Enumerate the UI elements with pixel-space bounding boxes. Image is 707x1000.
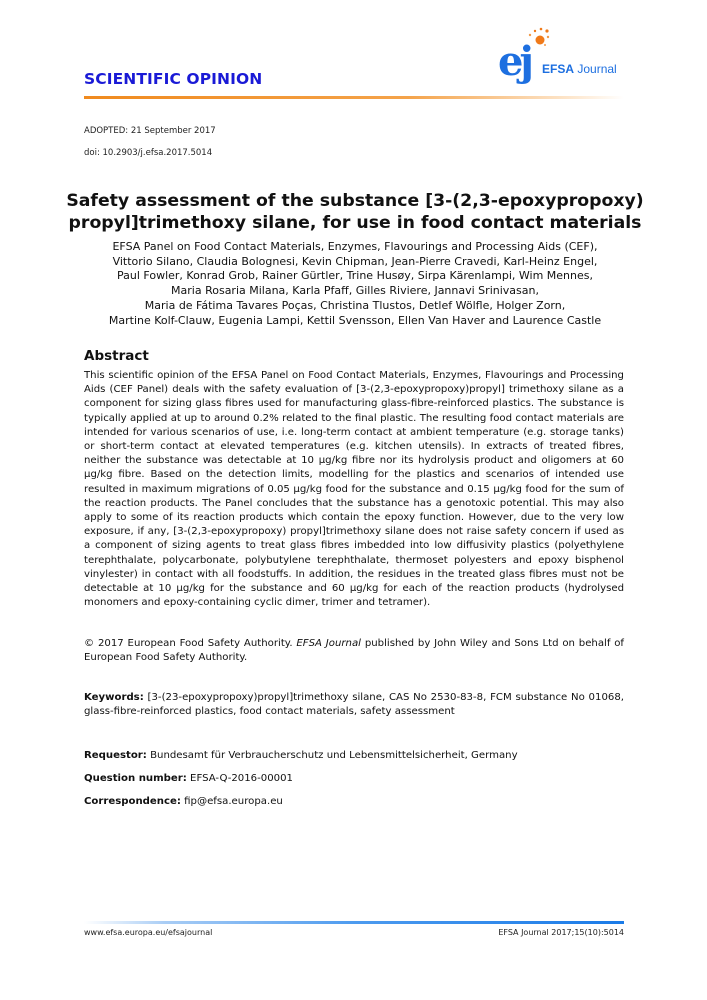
author-line: Maria de Fátima Tavares Poças, Christina Tlustos, Detlef Wölfle, Holger Zorn,: [144, 298, 566, 312]
abstract-body: This scientific opinion of the EFSA Panel on Food Contact Materials, Enzymes, Flavourings and Processing Aids (CEF Panel) deals with the safety evaluation of [3-(2,3-epoxypropoxy)propyl] trimethoxy silane as a component for sizing glass fibres used for manufacturing glass-fibre-reinforced plastics. The substance is typically applied at up to around 0.2% related to the final plastic. The resulting food contact materials are intended for various scenarios of use, i.e. long-term contact at ambient temperature (e.g. storage tanks) or short-term contact at elevated temperatures (e.g. kitchen utensils). In extracts of treated fibres, neither the substance was detectable at 10 µg/kg fibre nor its hydrolysis product and oligomers at 60 µg/kg fibre. Based on the detection limits, modelling for the plastics and scenarios of intended use resulted in maximum migrations of 0.05 µg/kg food for the substance and 0.15 µg/kg food for the sum of the reaction products. The Panel concludes that the substance has a genotoxic potential. This may also apply to some of its reaction products which contain the epoxy function. However, due to the very low exposure, if any, [3-(2,3-epoxypropoxy) propyl]trimethoxy silane does not raise safety concern if used as a component of sizing agents to treat glass fibres imbedded into low diffusivity plastics (polyethylene terephthalate, polycarbonate, polybutylene terephthalate, thermoset polyesters and epoxy bisphenol vinylester) in contact with all foodstuffs. In addition, the residues in the treated glass fibres must not be detectable at 10 µg/kg for the substance and 60 µg/kg for each of the reaction products (hydrolysed monomers and epoxy-containing cyclic dimer, trimer and tetramer).: [84, 370, 624, 609]
efsa-journal-logo: [498, 26, 638, 96]
logo-brand-bold: EFSA: [542, 62, 575, 76]
keywords-label: Keywords:: [84, 692, 144, 703]
adopted-date: ADOPTED: 21 September 2017: [84, 126, 216, 136]
question-number-label: Question number:: [84, 773, 187, 784]
abstract-heading: Abstract: [84, 348, 149, 364]
footer-rule: [84, 921, 624, 924]
author-line: Vittorio Silano, Claudia Bolognesi, Kevin Chipman, Jean-Pierre Cravedi, Karl-Heinz Engel,: [112, 254, 598, 268]
keywords-value: [3-(23-epoxypropoxy)propyl]trimethoxy silane, CAS No 2530-83-8, FCM substance No 01068, glass-fibre-reinforced plastics, food contact materials, safety assessment: [84, 692, 624, 718]
requestor: [84, 749, 624, 763]
question-number-value: EFSA-Q-2016-00001: [186, 773, 293, 784]
logo-brand: [542, 62, 617, 76]
question-number: [84, 772, 624, 786]
journal-name: EFSA Journal: [296, 638, 361, 649]
author-line: Martine Kolf-Clauw, Eugenia Lampi, Kettil Svensson, Ellen Van Haver and Laurence Castle: [108, 313, 602, 327]
title-line: Safety assessment of the substance [3-(2,3-epoxypropoxy): [66, 191, 644, 211]
keywords: [84, 691, 624, 719]
footer-citation: EFSA Journal 2017;15(10):5014: [498, 928, 624, 937]
header-rule: [84, 96, 624, 99]
correspondence-label: Correspondence:: [84, 796, 181, 807]
logo-mark: ej: [498, 38, 530, 85]
correspondence-email[interactable]: fip@efsa.europa.eu: [180, 796, 283, 807]
doi[interactable]: doi: 10.2903/j.efsa.2017.5014: [84, 148, 213, 158]
paper-title: [60, 190, 650, 234]
author-line: EFSA Panel on Food Contact Materials, Enzymes, Flavourings and Processing Aids (CEF),: [112, 240, 598, 253]
requestor-label: Requestor:: [84, 750, 147, 761]
correspondence: [84, 795, 624, 809]
author-line: Paul Fowler, Konrad Grob, Rainer Gürtler, Trine Husøy, Sirpa Kärenlampi, Wim Mennes,: [117, 269, 593, 283]
title-line: propyl]trimethoxy silane, for use in food contact materials: [68, 213, 642, 233]
footer-url[interactable]: www.efsa.europa.eu/efsajournal: [84, 928, 213, 937]
section-label: SCIENTIFIC OPINION: [84, 70, 263, 88]
author-list: [60, 240, 650, 328]
copyright-notice: [84, 637, 624, 665]
copyright-post: published by John Wiley and Sons Ltd on behalf of European Food Safety Authority.: [84, 638, 625, 664]
logo-brand-rest: Journal: [574, 62, 617, 76]
author-line: Maria Rosaria Milana, Karla Pfaff, Gilles Riviere, Jannavi Srinivasan,: [171, 284, 539, 298]
requestor-value: Bundesamt für Verbraucherschutz und Lebensmittelsicherheit, Germany: [146, 750, 518, 761]
copyright-pre: © 2017 European Food Safety Authority.: [84, 638, 297, 649]
